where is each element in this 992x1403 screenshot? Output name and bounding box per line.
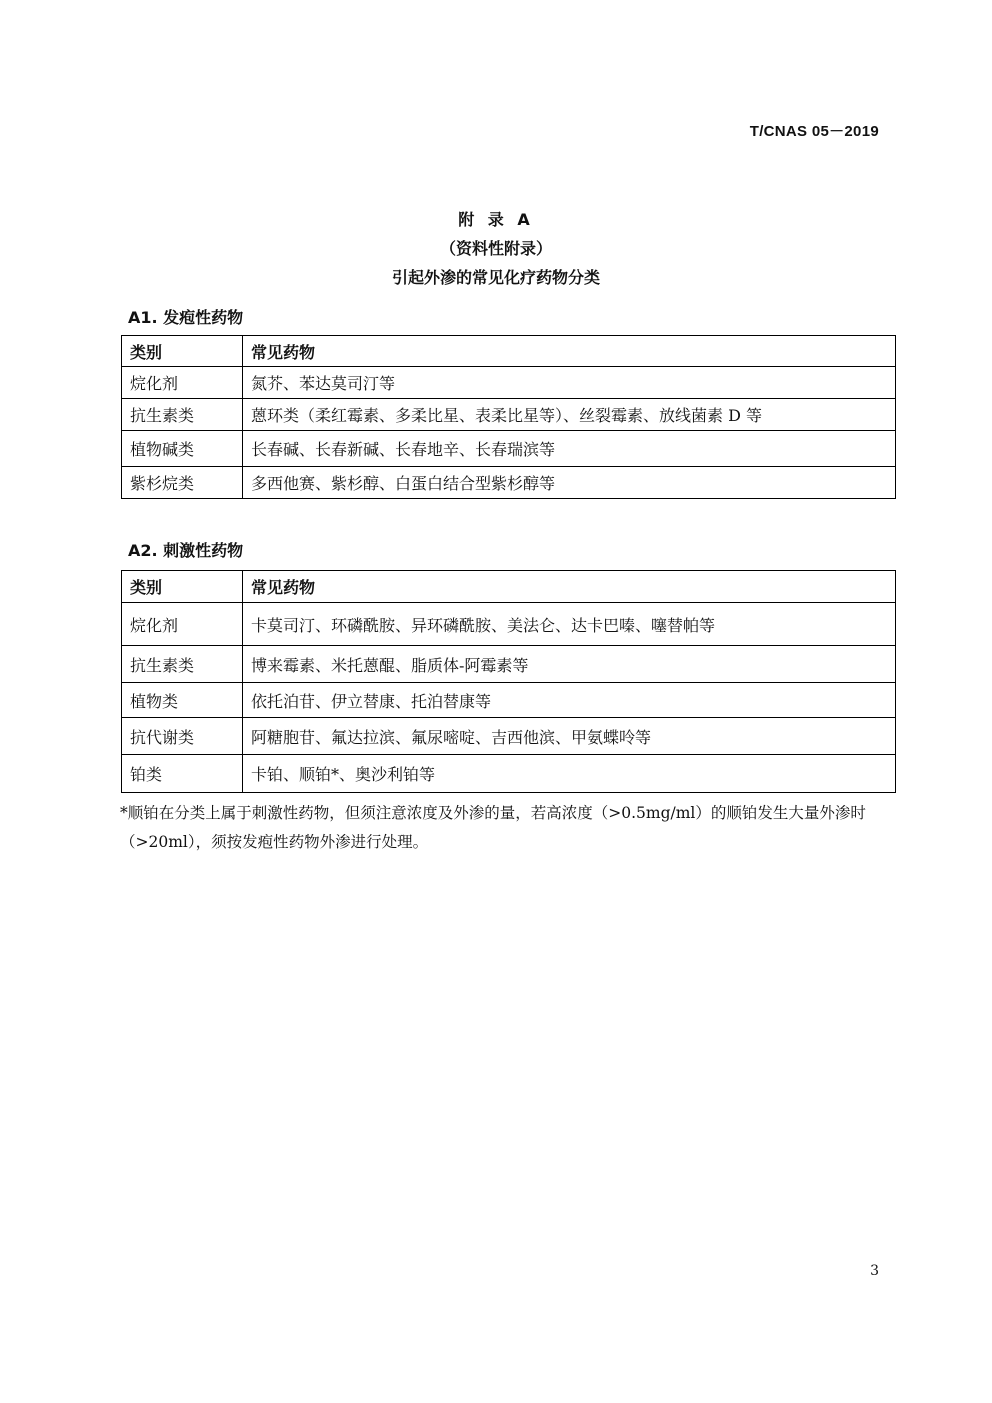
page-number: 3 <box>870 1263 879 1279</box>
header-category: 类别 <box>122 571 243 603</box>
appendix-title-block <box>0 205 992 292</box>
table-row <box>122 755 896 793</box>
row-category: 抗生素类 <box>122 646 243 683</box>
row-drugs: 蒽环类（柔红霉素、多柔比星、表柔比星等）、丝裂霉素、放线菌素 D 等 <box>243 399 896 431</box>
row-category: 抗生素类 <box>122 399 243 431</box>
row-category: 铂类 <box>122 755 243 793</box>
table-row <box>122 683 896 718</box>
table-header-row <box>122 336 896 367</box>
table-row <box>122 431 896 467</box>
row-drugs: 氮芥、苯达莫司汀等 <box>243 367 896 399</box>
header-drugs: 常见药物 <box>243 571 896 603</box>
header-category: 类别 <box>122 336 243 367</box>
vesicant-drugs-table <box>121 335 896 499</box>
row-drugs: 博来霉素、米托蒽醌、脂质体-阿霉素等 <box>243 646 896 683</box>
table-row <box>122 646 896 683</box>
table-row <box>122 718 896 755</box>
row-drugs: 卡铂、顺铂*、奥沙利铂等 <box>243 755 896 793</box>
row-drugs: 长春碱、长春新碱、长春地辛、长春瑞滨等 <box>243 431 896 467</box>
section-a2-heading: A2. 刺激性药物 <box>128 541 244 560</box>
irritant-drugs-table <box>121 570 896 793</box>
row-category: 紫杉烷类 <box>122 467 243 499</box>
table-row <box>122 467 896 499</box>
row-category: 抗代谢类 <box>122 718 243 755</box>
table-row <box>122 367 896 399</box>
cisplatin-footnote: *顺铂在分类上属于刺激性药物，但须注意浓度及外渗的量，若高浓度（>0.5mg/ml）的顺铂发生大量外渗时（>20ml），须按发疱性药物外渗进行处理。 <box>120 804 866 851</box>
appendix-label: 附 录 A <box>458 210 534 229</box>
document-code: T/CNAS 05－2019 <box>749 123 879 140</box>
table-header-row <box>122 571 896 603</box>
row-category: 烷化剂 <box>122 603 243 646</box>
section-a1-heading: A1. 发疱性药物 <box>128 308 244 327</box>
appendix-name: 引起外渗的常见化疗药物分类 <box>391 268 600 287</box>
row-drugs: 多西他赛、紫杉醇、白蛋白结合型紫杉醇等 <box>243 467 896 499</box>
row-category: 烷化剂 <box>122 367 243 399</box>
row-drugs: 卡莫司汀、环磷酰胺、异环磷酰胺、美法仑、达卡巴嗪、噻替帕等 <box>243 603 896 646</box>
row-category: 植物碱类 <box>122 431 243 467</box>
header-drugs: 常见药物 <box>243 336 896 367</box>
row-category: 植物类 <box>122 683 243 718</box>
table-row <box>122 399 896 431</box>
appendix-type: （资料性附录） <box>439 239 552 258</box>
row-drugs: 依托泊苷、伊立替康、托泊替康等 <box>243 683 896 718</box>
row-drugs: 阿糖胞苷、氟达拉滨、氟尿嘧啶、吉西他滨、甲氨蝶呤等 <box>243 718 896 755</box>
table-row <box>122 603 896 646</box>
